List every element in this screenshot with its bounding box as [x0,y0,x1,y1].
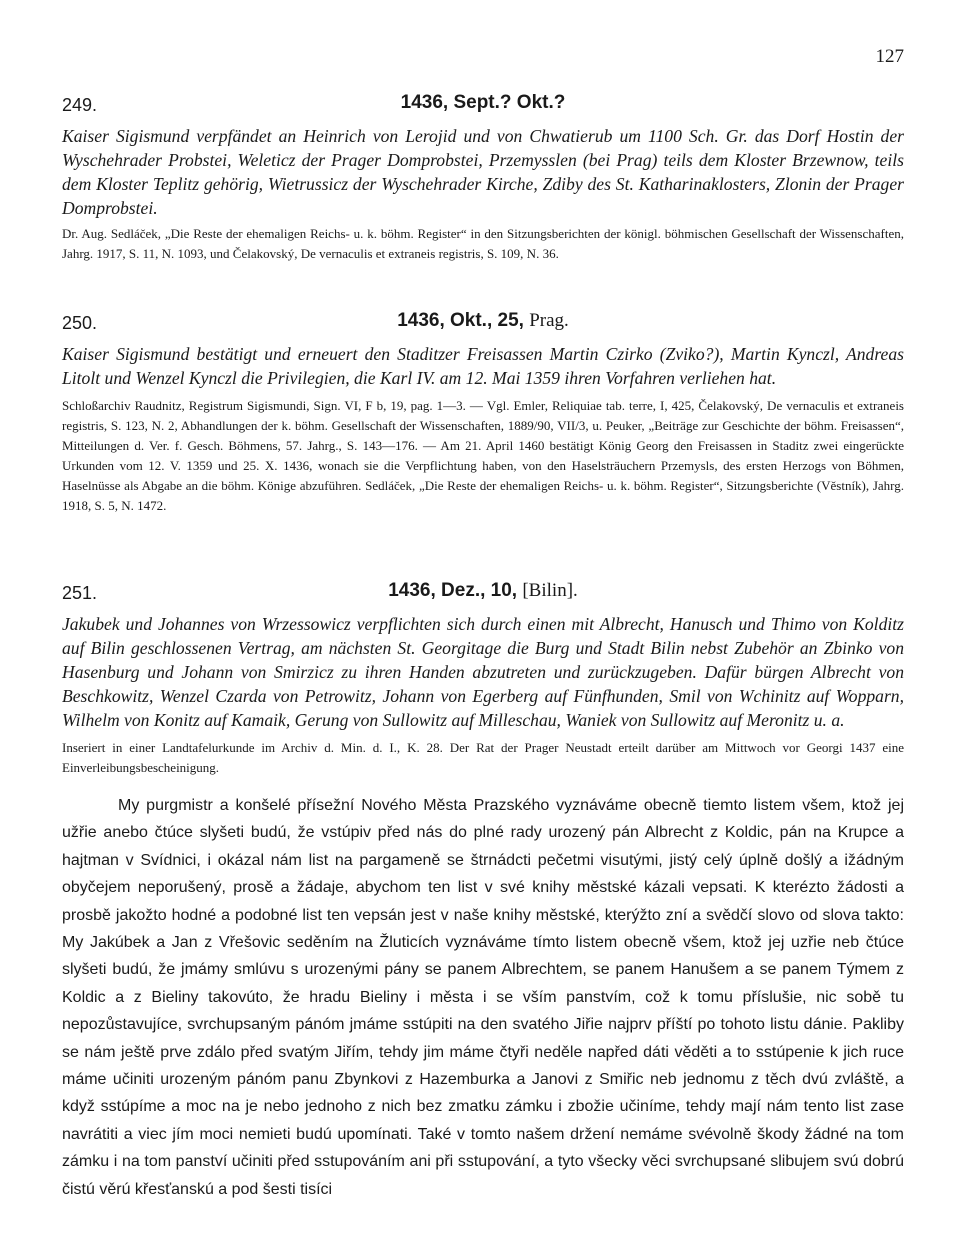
entry-header [62,310,904,340]
entry-number: 249. [62,95,98,115]
entry-source-note: Dr. Aug. Sedláček, „Die Reste der ehemaligen Reichs- u. k. böhm. Register“ in den Sitzungsberichten der königl. böhmischen Gesellschaft der Wissenschaften, Jahrg. 1917, S. 11, N. 1093, und Čelakovský, De vernaculis et extraneis registris, S. 109, N. 36. [62,226,904,261]
entry-regest: Kaiser Sigismund bestätigt und erneuert den Staditzer Freisassen Martin Czirko (Zviko?), Martin Kynczl, Andreas Litolt und Wenzel Kynczl die Privilegien, die Karl IV. am 12. Mai 1359 ihren Vorfahren verliehen hat. [62,344,904,388]
document-transcription: My purgmistr a konšelé přísežní Nového Města Prazského vyznáváme obecně tiemto listem všem, ktož jej užřie anebo čtúce slyšeti budú, že vstúpiv před nás do plné rady urozený pán Albrecht z Koldic, pán na Krupce a hajtman v Svídnici, i okázal nám list na pargameně se štrnádcti pečetmi visutými, jistý celý úplně došlý a ižádným obyčejem neporušený, prosě a žádaje, abychom ten list v své knihy městské kázali vepsati. K kterézto žádosti a prosbě jakožto hodné a podobné list ten vepsán jest v naše knihy městské, kterýžto zní a svědčí slovo od slova takto: My Jakúbek a Jan z Vřešovic seděním na Žluticích vyznáváme tímto listem obecně všem, ktož jej uzřie neb čtúce slyšeti budú, že jmámy smlúvu s urozenými pány se panem Albrechtem, se panem Hanušem a se panem Týmem z Koldic a z Bieliny takovúto, že hradu Bieliny i města i se vším panstvím, což k tomu příslušie, nic sobě tu nepozůstavujíce, svrchupsaným pánóm jmáme sstúpiti na den svatého Jiřie najprv příští po tohoto listu dánie. Pakliby se nám ještě prve zdálo před svatým Jiřím, tehdy jim máme čtyři neděle napřed dáti věděti a to sstúpenie k jich ruce máme učiniti urozeným pánóm panu Zbynkovi z Hazemburka a Janovi z Smiřic neb jednomu z těch dvú zvláště, a když sstúpíme a moc na je nebo jednoho z nich bez zmatku zámku i zbožie učiníme, tehdy mají nám tento list zase navrátiti a viec jím moci nemieti budú upomínati. Také v tomto našem držení nemáme svévolně škody žádné na tom zámku i na tom panství učiniti před sstupováním ani při sstupování, a tyto všecky věci svrchupsané slibujem svú dobrú čistú věrú křesťanskú a pod šesti tisíci [62,797,904,1198]
entry-place: Prag. [529,310,569,331]
entry-header [62,92,904,122]
entry-date: 1436, Sept.? Okt.? [400,92,566,113]
entry-251 [62,580,904,1203]
entry-date: 1436, Okt., 25, Prag. [397,310,569,331]
entry-regest: Jakubek und Johannes von Wrzessowicz verpflichten sich durch einen mit Albrecht, Hanusch und Thimo von Kolditz auf Bilin geschlossenen Vertrag, am nächsten St. Georgitage die Burg und Stadt Bilin nebst Zubehör an Zbinko von Hasenburg und Johann von Smirzicz zu ihren Handen abzutreten und zurückzugeben. Dafür bürgen Albrecht von Beschkowitz, Wenzel Czarda von Petrowitz, Johann von Egerberg auf Fünfhunden, Smil von Wchinitz auf Wopparn, Wilhelm von Konitz auf Kamaik, Gerung von Sullowitz auf Milleschau, Waniek von Sullowitz auf Meronitz u. a. [62,614,904,730]
entry-regest: Kaiser Sigismund verpfändet an Heinrich von Lerojid und von Chwatierub um 1100 Sch. Gr. das Dorf Hostin der Wyschehrader Probstei, Weleticz der Prager Domprobstei, Przemysslen (bei Prag) teils dem Kloster Brzewnow, teils dem Kloster Teplitz gehörig, Wietrussicz der Wyschehrader Kirche, Zdiby des St. Katharinaklosters, Zlonin der Prager Domprobstei. [62,126,904,218]
entry-249 [62,92,904,264]
entry-source-note: Schloßarchiv Raudnitz, Registrum Sigismundi, Sign. VI, F b, 19, pag. 1—3. — Vgl. Emler, Reliquiae tab. terre, I, 425, Čelakovský, De vernaculis et extraneis registris, S. 123, N. 2, Abhandlungen der k. böhm. Gesellschaft der Wissenschaften, 1889/90, VII/3, u. Peuker, „Beiträge zur Geschichte der böhm. Freisassen“, Mitteilungen d. Ver. f. Gesch. Böhmens, 57. Jahrg., S. 143—176. — Am 21. April 1460 bestätigt König Georg den Freisassen in Staditz zwei eingerückte Urkunden vom 12. V. 1359 und 25. X. 1436, wonach sie die Verpflichtung haben, von den Haselsträuchern Przemysls, des ersten Herzogs von Böhmen, Haselnüsse als Abgabe an die böhm. Könige abzuführen. Sedláček, „Die Reste der ehemaligen Reichs- u. k. böhm. Register“, Sitzungsberichte (Věstník), Jahrg. 1918, S. 5, N. 1472. [62,398,904,513]
entry-date: 1436, Dez., 10, [Bilin]. [388,580,578,601]
entry-place: [Bilin]. [522,580,578,601]
entry-number: 251. [62,583,98,603]
page-number: 127 [875,46,904,67]
entry-number: 250. [62,313,98,333]
entry-header [62,580,904,610]
document-page [62,0,904,1245]
entry-250 [62,310,904,516]
entry-source-note: Inseriert in einer Landtafelurkunde im Archiv d. Min. d. I., K. 28. Der Rat der Prager Neustadt erteilt darüber am Mittwoch vor Georgi 1437 eine Einverleibungsbescheinigung. [62,740,904,775]
